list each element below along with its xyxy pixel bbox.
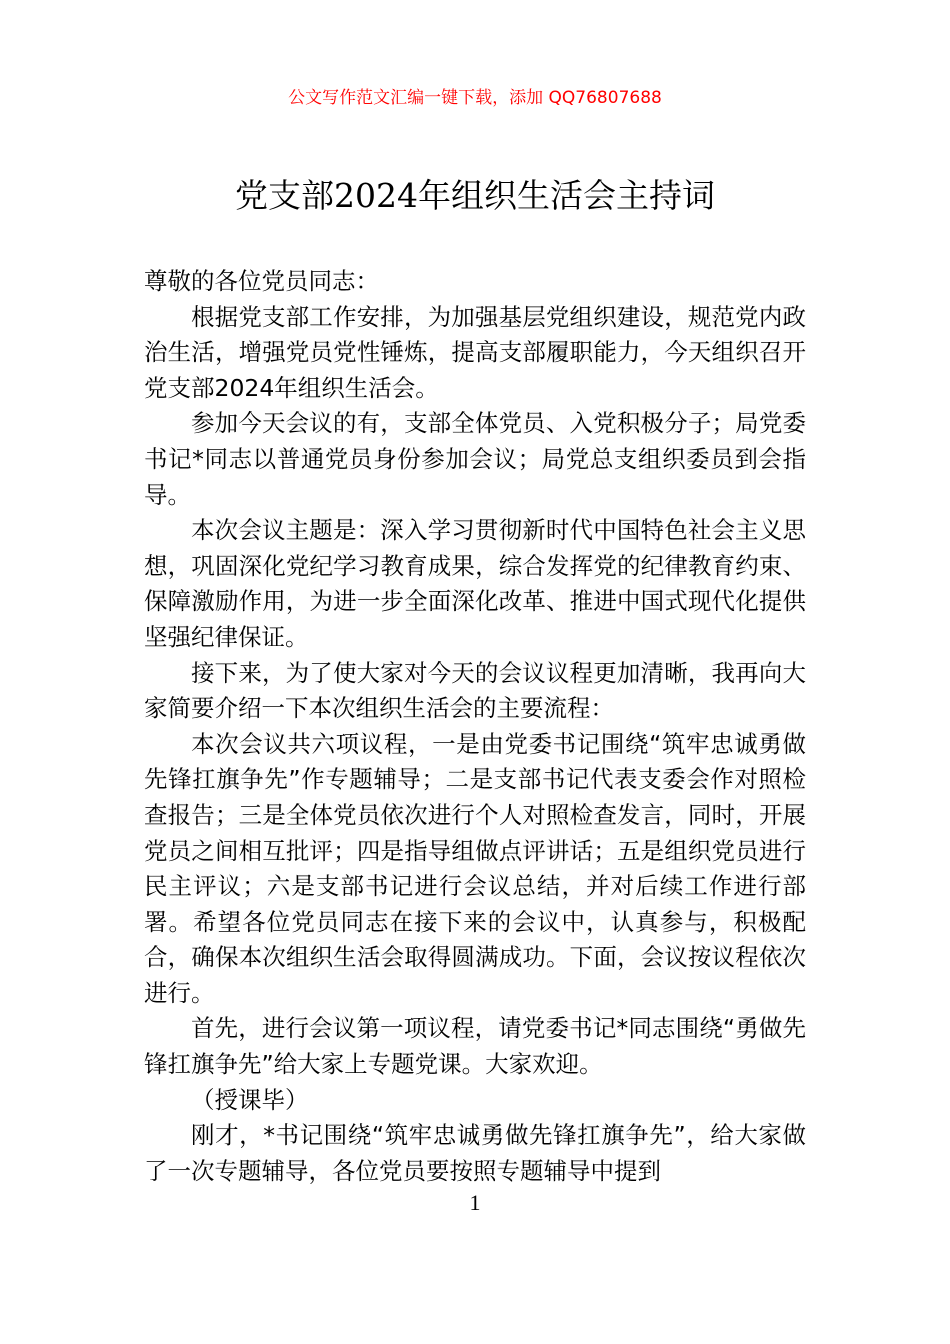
paragraph-6: 首先，进行会议第一项议程，请党委书记*同志围绕“勇做先锋扛旗争先”给大家上专题党课。大家欢迎。 bbox=[144, 1014, 806, 1079]
paragraph-7: （授课毕） bbox=[191, 1085, 309, 1114]
paragraph-1: 根据党支部工作安排，为加强基层党组织建设，规范党内政治生活，增强党员党性锤炼，提高支部履职能力，今天组织召开党支部2024年组织生活会。 bbox=[144, 302, 806, 402]
document-body bbox=[144, 264, 806, 1189]
paragraph-3: 本次会议主题是：深入学习贯彻新时代中国特色社会主义思想，巩固深化党纪学习教育成果，综合发挥党的纪律教育约束、保障激励作用，为进一步全面深化改革、推进中国式现代化提供坚强纪律保证。 bbox=[144, 516, 806, 651]
download-banner: 公文写作范文汇编一键下载，添加 QQ76807688 bbox=[288, 88, 662, 108]
paragraph-2: 参加今天会议的有，支部全体党员、入党积极分子；局党委书记*同志以普通党员身份参加会议；局党总支组织委员到会指导。 bbox=[144, 409, 806, 509]
paragraph-8: 刚才，*书记围绕“筑牢忠诚勇做先锋扛旗争先”，给大家做了一次专题辅导，各位党员要按照专题辅导中提到 bbox=[144, 1121, 806, 1185]
salutation: 尊敬的各位党员同志： bbox=[144, 267, 379, 295]
paragraph-5: 本次会议共六项议程，一是由党委书记围绕“筑牢忠诚勇做先锋扛旗争先”作专题辅导；二是支部书记代表支委会作对照检查报告；三是全体党员依次进行个人对照检查发言，同时，开展党员之间相互批评；四是指导组做点评讲话；五是组织党员进行民主评议；六是支部书记进行会议总结，并对后续工作进行部署。希望各位党员同志在接下来的会议中，认真参与，积极配合，确保本次组织生活会取得圆满成功。下面，会议按议程依次进行。 bbox=[144, 729, 806, 1007]
document-title: 党支部2024年组织生活会主持词 bbox=[235, 176, 715, 215]
paragraph-4: 接下来，为了使大家对今天的会议议程更加清晰，我再向大家简要介绍一下本次组织生活会的主要流程： bbox=[144, 658, 806, 723]
page-number: 1 bbox=[469, 1190, 481, 1215]
